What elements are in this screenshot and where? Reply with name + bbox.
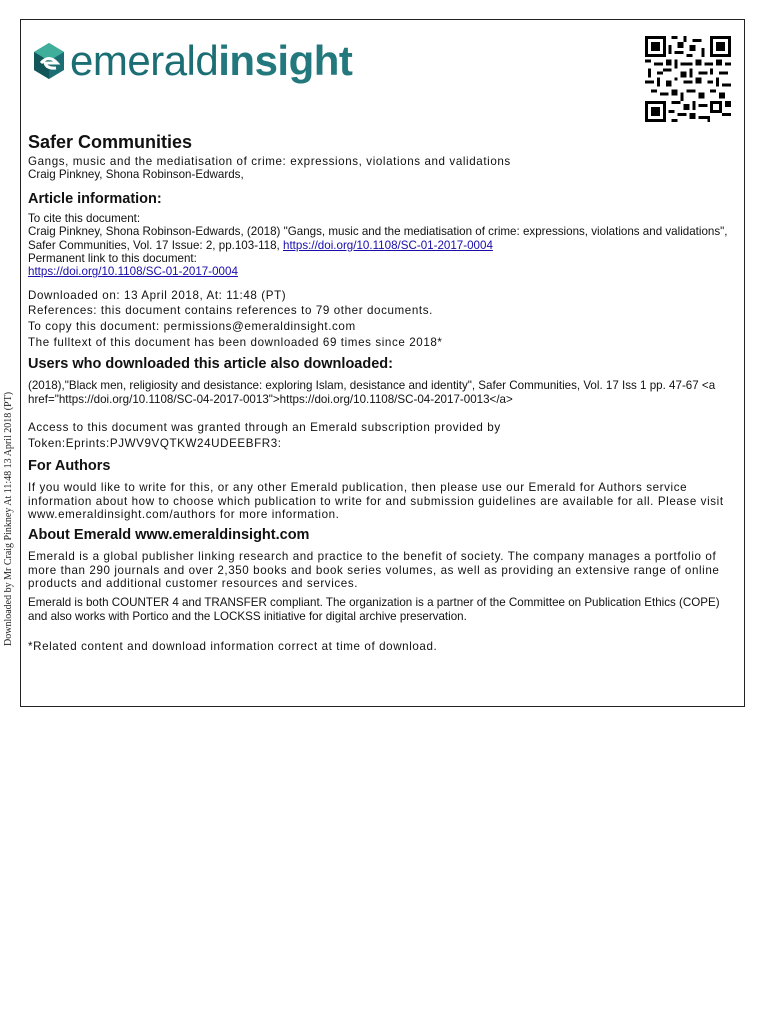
cite-label: To cite this document: (28, 211, 141, 225)
download-watermark (1, 376, 15, 646)
logo-wordmark (70, 37, 353, 84)
citation-doi-link[interactable]: https://doi.org/10.1108/SC-01-2017-0004 (283, 238, 493, 252)
for-authors-text: If you would like to write for this, or any other Emerald publication, then please use our Emerald for Authors service information about how to choose which publication to write for and submission guidelines are available for all. Please visit www.emeraldinsight.com/authors for more information. (28, 481, 724, 522)
article-info (28, 212, 740, 279)
about-emerald-p2: Emerald is both COUNTER 4 and TRANSFER compliant. The organization is a partner of the Committee on Publication Ethics (COPE) and also works with Portico and the LOCKSS initiative for digital archive preservation. (28, 595, 720, 623)
references-count: References: this document contains references to 79 other documents. (28, 304, 433, 318)
fulltext-downloads: The fulltext of this document has been downloaded 69 times since 2018* (28, 335, 443, 349)
about-emerald-heading: About Emerald www.emeraldinsight.com (28, 527, 310, 544)
related-content-note: *Related content and download information correct at time of download. (28, 639, 438, 653)
article-info-heading: Article information: (28, 190, 162, 207)
permanent-doi-link[interactable]: https://doi.org/10.1108/SC-01-2017-0004 (28, 265, 238, 279)
citation (28, 225, 740, 252)
journal-title: Safer Communities (28, 132, 193, 152)
qr-code-icon (645, 36, 731, 122)
access-granted: Access to this document was granted through an Emerald subscription provided by (28, 421, 501, 435)
also-downloaded-heading: Users who downloaded this article also downloaded: (28, 356, 393, 373)
citation-text: Craig Pinkney, Shona Robinson-Edwards, (2018) "Gangs, music and the mediatisation of crime: expressions, violations and validations", Safer Communities, Vol. 17 Issue: 2, pp.103-118, (28, 225, 728, 252)
permanent-link-label: Permanent link to this document: (28, 252, 197, 266)
cover-content (28, 131, 740, 653)
about-emerald-p1: Emerald is a global publisher linking research and practice to the benefit of society. The company manages a portfolio of more than 290 journals and over 2,350 books and book series volumes, as well as providing an extensive range of online products and additional customer resources and services. (28, 550, 720, 591)
for-authors-heading: For Authors (28, 458, 111, 475)
logo-word-insight: insight (218, 37, 353, 84)
access-token: Token:Eprints:PJWV9VQTKW24UDEEBFR3: (28, 436, 282, 450)
downloaded-on: Downloaded on: 13 April 2018, At: 11:48 (PT) (28, 288, 287, 302)
access-info (28, 420, 740, 451)
article-authors: Craig Pinkney, Shona Robinson-Edwards, (28, 168, 244, 182)
emerald-logo-icon (32, 41, 66, 81)
download-info (28, 288, 740, 350)
download-watermark-text: Downloaded by Mr Craig Pinkney At 11:48 13 April 2018 (PT) (3, 391, 14, 646)
emerald-insight-logo (32, 36, 352, 86)
also-downloaded-entry: (2018),"Black men, religiosity and desistance: exploring Islam, desistance and identity", Safer Communities, Vol. 17 Iss 1 pp. 47-67 <a href="https://doi.org/10.1108/SC-04-2017-0013">https://doi.org/10.1108/SC-04-2017-0013</a> (28, 379, 716, 406)
logo-word-emerald: emerald (70, 37, 219, 84)
copy-permissions: To copy this document: permissions@emeraldinsight.com (28, 320, 356, 334)
article-title: Gangs, music and the mediatisation of crime: expressions, violations and validations (28, 155, 511, 168)
